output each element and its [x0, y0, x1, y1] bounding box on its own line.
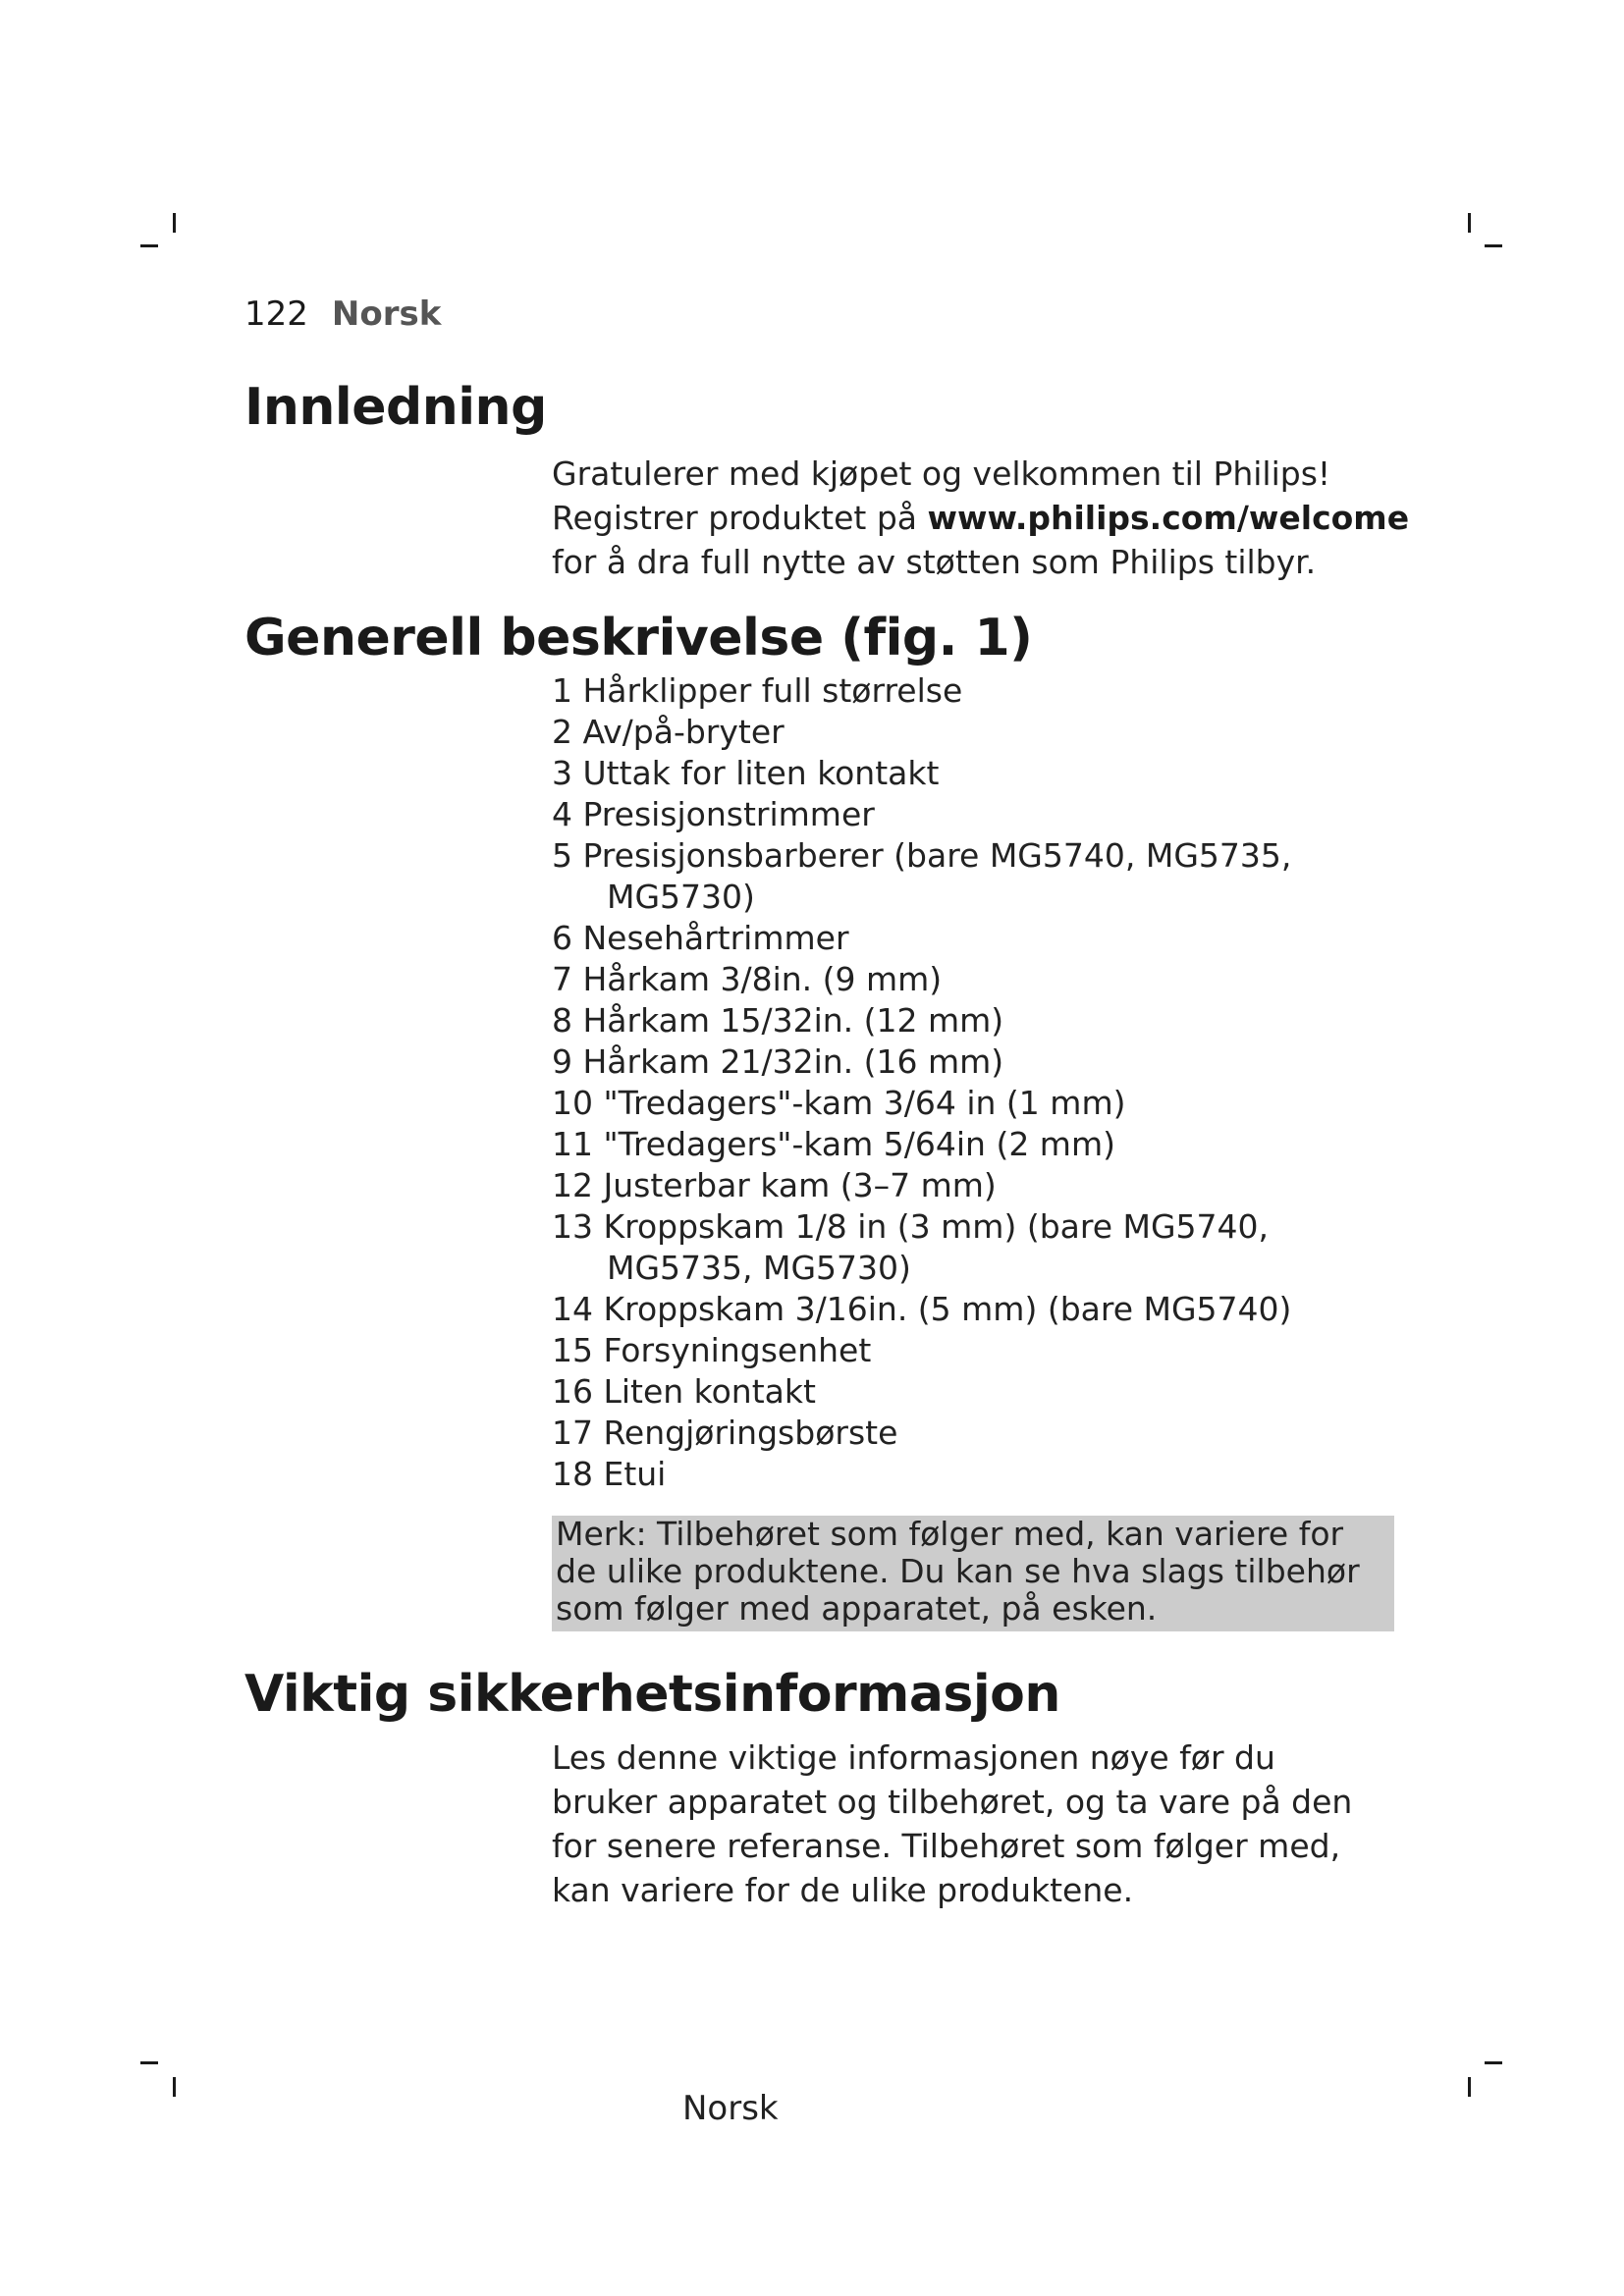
list-item: 14 Kroppskam 3/16in. (5 mm) (bare MG5740) — [552, 1290, 1292, 1328]
crop-mark-top-right-h — [1485, 244, 1502, 247]
list-item: 1 Hårklipper full størrelse — [552, 671, 963, 710]
list-item: 12 Justerbar kam (3–7 mm) — [552, 1166, 997, 1204]
crop-mark-top-left-h — [140, 244, 158, 247]
list-item: 3 Uttak for liten kontakt — [552, 754, 940, 792]
list-item: 4 Presisjonstrimmer — [552, 795, 875, 833]
page-footer: Norsk — [682, 2089, 779, 2128]
list-item: 5 Presisjonsbarberer (bare MG5740, MG5735, MG5730) — [552, 836, 1292, 916]
list-item: 9 Hårkam 21/32in. (16 mm) — [552, 1042, 1004, 1081]
safety-line-2: bruker apparatet og tilbehøret, og ta vare på den — [552, 1783, 1353, 1821]
list-item: 6 Nesehårtrimmer — [552, 919, 849, 957]
list-item: 7 Hårkam 3/8in. (9 mm) — [552, 960, 943, 998]
heading-introduction: Innledning — [244, 378, 547, 437]
list-item: 13 Kroppskam 1/8 in (3 mm) (bare MG5740, MG5735, MG5730) — [552, 1207, 1270, 1287]
list-item: 8 Hårkam 15/32in. (12 mm) — [552, 1001, 1004, 1040]
page-header — [244, 294, 441, 334]
crop-mark-bottom-left-h — [140, 2061, 158, 2064]
list-item: 10 "Tredagers"-kam 3/64 in (1 mm) — [552, 1084, 1126, 1122]
list-item: 17 Rengjøringsbørste — [552, 1414, 898, 1452]
list-item: 15 Forsyningsenhet — [552, 1331, 872, 1369]
crop-mark-top-right-v — [1468, 213, 1471, 233]
heading-safety-information: Viktig sikkerhetsinformasjon — [244, 1665, 1060, 1724]
safety-line-1: Les denne viktige informasjonen nøye før du — [552, 1738, 1275, 1777]
intro-line-2 — [552, 496, 1410, 540]
list-item: 11 "Tredagers"-kam 5/64in (2 mm) — [552, 1125, 1115, 1163]
list-item: 2 Av/på-bryter — [552, 713, 785, 751]
intro-text — [552, 452, 1410, 584]
crop-mark-bottom-right-v — [1468, 2077, 1471, 2097]
list-item: 16 Liten kontakt — [552, 1372, 816, 1411]
parts-list — [552, 670, 1396, 1495]
intro-line-3: for å dra full nytte av støtten som Philips tilbyr. — [552, 543, 1317, 581]
welcome-url-link[interactable]: www.philips.com/welcome — [927, 499, 1410, 537]
crop-mark-bottom-right-h — [1485, 2061, 1502, 2064]
page-number: 122 — [244, 294, 308, 334]
safety-text — [552, 1735, 1396, 1912]
intro-line-1: Gratulerer med kjøpet og velkommen til Philips! — [552, 454, 1331, 493]
header-language: Norsk — [331, 294, 442, 334]
list-item: 18 Etui — [552, 1455, 667, 1493]
note-box: Merk: Tilbehøret som følger med, kan variere for de ulike produktene. Du kan se hva slags tilbehør som følger med apparatet, på esken. — [552, 1516, 1394, 1631]
safety-line-3: for senere referanse. Tilbehøret som følger med, — [552, 1827, 1341, 1865]
heading-general-description: Generell beskrivelse (fig. 1) — [244, 609, 1033, 667]
intro-line-2-prefix: Registrer produktet på — [552, 499, 928, 537]
crop-mark-bottom-left-v — [173, 2077, 176, 2097]
crop-mark-top-left-v — [173, 213, 176, 233]
safety-line-4: kan variere for de ulike produktene. — [552, 1871, 1134, 1909]
